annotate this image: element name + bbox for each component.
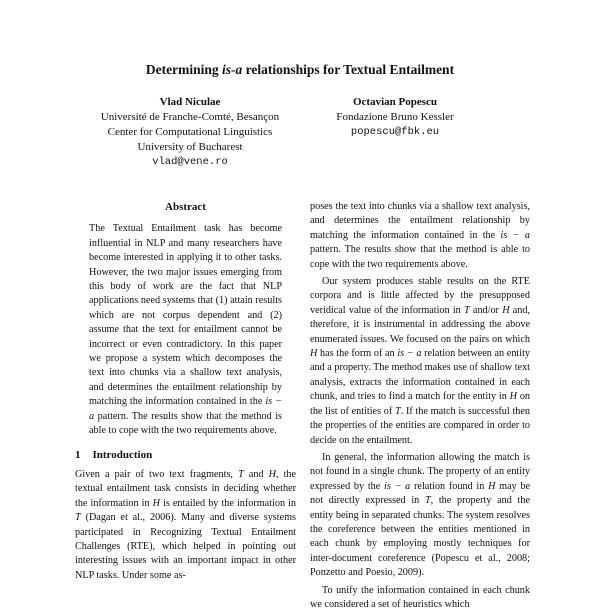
paper-title: Determining is-a relationships for Textual Entailment — [145, 62, 455, 77]
body-paragraph: To unify the information contained in each chunk we considered a set of heuristics which — [310, 584, 530, 610]
abstract-heading: Abstract — [165, 201, 206, 213]
author-block-2 — [300, 95, 490, 140]
author-name: Vlad Niculae — [159, 96, 221, 108]
author-affiliation: Université de Franche-Comté, Besançon — [100, 111, 280, 123]
author-affiliation: University of Bucharest — [137, 141, 243, 153]
left-column — [75, 200, 296, 583]
body-paragraph: In general, the information allowing the match is not found in a single chunk. The property of an entity expressed by the is − a relation found in H may be not directly expressed in T, the property and the entity being in separated chunks. The system resolves the coreference between the entities mentioned in each chunk by employing mostly techniques for inter-document coreference (Popescu et al., 2008; Ponzetto and Poesio, 2009). — [310, 451, 531, 579]
body-paragraph: Our system produces stable results on the RTE corpora and is little affected by the presupposed veridical value of the information in T and/or H and, therefore, it is instrumental in addressing the above enumerated issues. We focused on the pairs on which H has the form of an is − a relation between an entity and a property. The method makes use of shallow text analysis, extracts the information contained in each chunk, and tries to find a match for the entity in H on the list of entities of T. If the match is successful then the properties of the entities are compared in order to decide on the entailment. — [310, 276, 531, 446]
author-affiliation: Fondazione Bruno Kessler — [336, 111, 454, 123]
author-name: Octavian Popescu — [352, 96, 438, 108]
author-block-1 — [80, 95, 300, 170]
author-email: vlad@vene.ro — [152, 156, 228, 168]
author-email: popescu@fbk.eu — [350, 126, 440, 138]
intro-paragraph: Given a pair of two text fragments, T and H, the textual entailment task consists in deciding whether the information in H is entailed by the information in T (Dagan et al., 2006). Many and diverse systems participated in Recognizing Textual Entailment Challenges (RTE), which helped in pointing out interesting issues with an important impact in other NLP tasks. Under some as- — [75, 468, 297, 581]
body-paragraph: poses the text into chunks via a shallow text analysis, and determines the entailment relationship by matching the information contained in the is − a pattern. The results show that the method is able to cope with the two requirements above. — [310, 201, 530, 270]
right-column — [310, 200, 530, 612]
author-affiliation: Center for Computational Linguistics — [107, 126, 273, 138]
abstract-text: The Textual Entailment task has become influential in NLP and many researchers have become interested in applying it to other tasks. However, the two major issues emerging from this body of work are the fact that NLP applications need systems that (1) attain results which are not corpus dependent and (2) assume that the text for entailment cannot be incorrect or even contradictory. In this paper we propose a system which decomposes the text into chunks via a shallow text analysis, and determines the entailment relationship by matching the information contained in the is − a pattern. The results show that the method is able to cope with the two requirements above. — [89, 223, 282, 437]
section-heading: 1 Introduction — [75, 448, 153, 461]
